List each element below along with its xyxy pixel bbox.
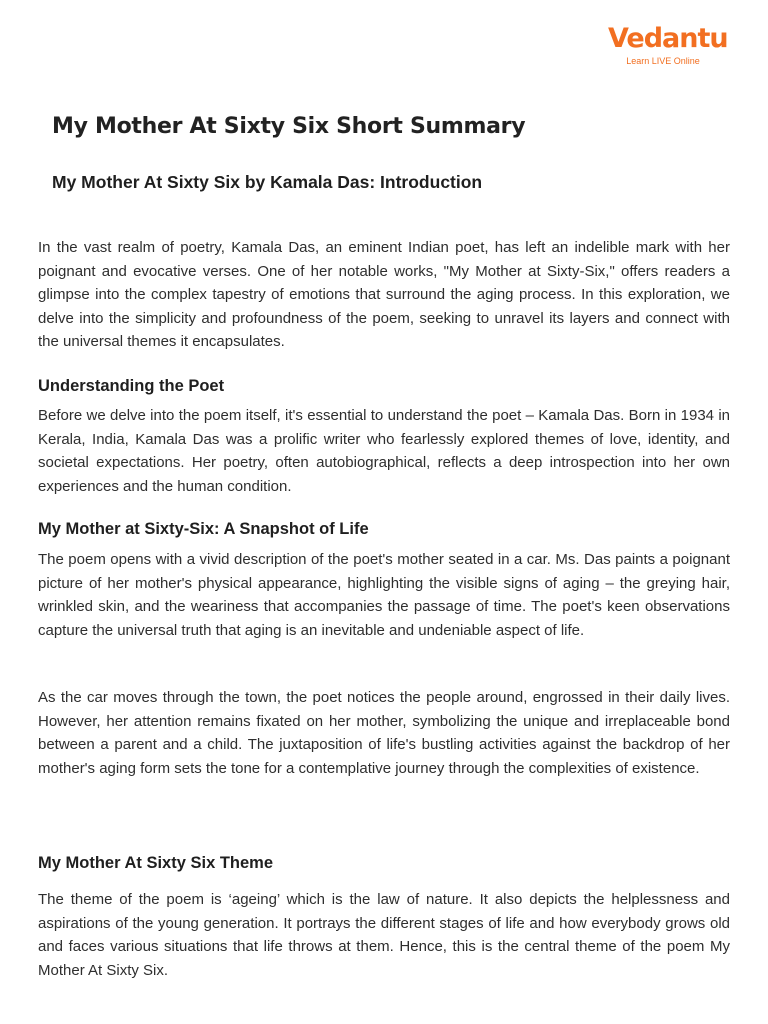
section-paragraph-snapshot-1: The poem opens with a vivid description of the poet's mother seated in a car. Ms. Das paints a poignant picture of her mother's physical appearance, highlighting the visible signs of aging – the greying hair, wrinkled skin, and the weariness that accompanies the passage of time. The poet's keen observations capture the universal truth that aging is an inevitable and undeniable aspect of life. xyxy=(38,551,730,639)
section-paragraph-snapshot-2: As the car moves through the town, the poet notices the people around, engrossed in their daily lives. However, her attention remains fixated on her mother, symbolizing the unique and irreplaceable bond between a parent and a child. The juxtaposition of life's bustling activities against the backdrop of her mother's aging form sets the tone for a contemplative journey through the complexities of existence. xyxy=(38,689,730,777)
intro-paragraph: In the vast realm of poetry, Kamala Das, an eminent Indian poet, has left an indelible mark with her poignant and evocative verses. One of her notable works, "My Mother at Sixty-Six," offers readers a glimpse into the complex tapestry of emotions that surround the aging process. In this exploration, we delve into the simplicity and profoundness of the poem, seeking to unravel its layers and connect with the universal themes it encapsulates. xyxy=(38,239,730,350)
logo-tagline: Learn LIVE Online xyxy=(626,56,700,66)
page-title: My Mother At Sixty Six Short Summary xyxy=(52,114,526,139)
intro-heading: My Mother At Sixty Six by Kamala Das: Introduction xyxy=(52,172,483,192)
section-heading-poet: Understanding the Poet xyxy=(38,377,225,395)
section-paragraph-poet: Before we delve into the poem itself, it's essential to understand the poet – Kamala Das. Born in 1934 in Kerala, India, Kamala Das was a prolific writer who fearlessly explored themes of love, identity, and societal expectations. Her poetry, often autobiographical, reflects a deep introspection into her own experiences and the human condition. xyxy=(38,407,730,495)
section-paragraph-theme: The theme of the poem is ‘ageing’ which is the law of nature. It also depicts the helplessness and aspirations of the young generation. It portrays the different stages of life and how everybody grows old and faces various situations that life throws at them. Hence, this is the central theme of the poem My Mother At Sixty Six. xyxy=(38,891,730,979)
section-heading-snapshot: My Mother at Sixty-Six: A Snapshot of Life xyxy=(38,520,369,538)
vedantu-logo xyxy=(608,23,728,72)
section-heading-theme: My Mother At Sixty Six Theme xyxy=(38,854,274,872)
logo-wordmark: Vedantu xyxy=(608,23,728,54)
